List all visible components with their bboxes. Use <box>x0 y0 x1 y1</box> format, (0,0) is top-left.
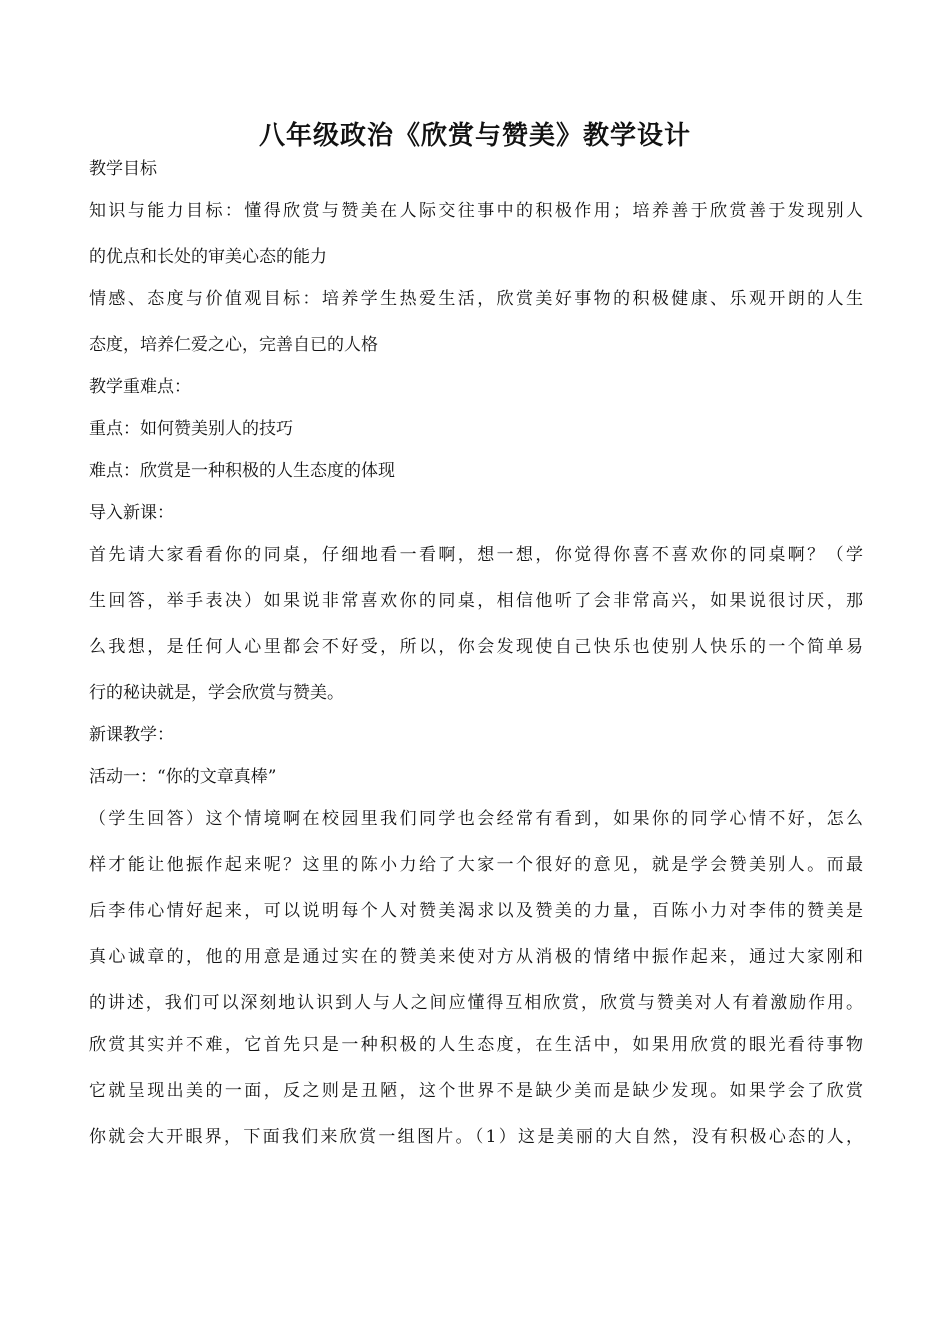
heading-teaching-goals: 教学目标 <box>89 159 157 179</box>
paragraph-line: 知识与能力目标：懂得欣赏与赞美在人际交往事中的积极作用；培养善于欣赏善于发现别人 <box>89 201 863 221</box>
paragraph-line: 难点：欣赏是一种积极的人生态度的体现 <box>89 461 395 481</box>
document-body <box>89 154 863 1152</box>
paragraph-line: 行的秘诀就是，学会欣赏与赞美。 <box>89 683 344 703</box>
heading-key-points: 教学重难点： <box>89 377 191 397</box>
paragraph-line: 欣赏其实并不难，它首先只是一种积极的人生态度，在生活中，如果用欣赏的眼光看待事物 <box>89 1035 863 1055</box>
paragraph-line: 么我想，是任何人心里都会不好受，所以，你会发现使自己快乐也使别人快乐的一个简单易 <box>89 637 863 657</box>
paragraph-line: 它就呈现出美的一面，反之则是丑陋，这个世界不是缺少美而是缺少发现。如果学会了欣赏 <box>89 1081 863 1101</box>
paragraph-line: 情感、态度与价值观目标：培养学生热爱生活，欣赏美好事物的积极健康、乐观开朗的人生 <box>89 289 863 309</box>
paragraph-line: 重点：如何赞美别人的技巧 <box>89 419 293 439</box>
paragraph-line: 你就会大开眼界，下面我们来欣赏一组图片。（1）这是美丽的大自然，没有积极心态的人， <box>89 1127 863 1147</box>
paragraph-line: 首先请大家看看你的同桌，仔细地看一看啊，想一想，你觉得你喜不喜欢你的同桌啊？（学 <box>89 545 863 565</box>
heading-activity-one: 活动一：“你的文章真棒” <box>89 767 277 787</box>
paragraph-line: 态度，培养仁爱之心，完善自已的人格 <box>89 335 378 355</box>
document-title: 八年级政治《欣赏与赞美》教学设计 <box>258 121 691 151</box>
heading-introduction: 导入新课： <box>89 503 174 523</box>
heading-new-lesson: 新课教学： <box>89 725 174 745</box>
paragraph-line: 的优点和长处的审美心态的能力 <box>89 247 327 267</box>
paragraph-line: 样才能让他振作起来呢？这里的陈小力给了大家一个很好的意见，就是学会赞美别人。而最 <box>89 855 863 875</box>
paragraph-line: 真心诚章的，他的用意是通过实在的赞美来使对方从消极的情绪中振作起来，通过大家刚和 <box>89 947 863 967</box>
paragraph-line: （学生回答）这个情境啊在校园里我们同学也会经常有看到，如果你的同学心情不好，怎么 <box>89 809 863 829</box>
paragraph-line: 生回答，举手表决）如果说非常喜欢你的同桌，相信他听了会非常高兴，如果说很讨厌，那 <box>89 591 863 611</box>
paragraph-line: 的讲述，我们可以深刻地认识到人与人之间应懂得互相欣赏，欣赏与赞美对人有着激励作用。 <box>89 993 863 1013</box>
paragraph-line: 后李伟心情好起来，可以说明每个人对赞美渴求以及赞美的力量，百陈小力对李伟的赞美是 <box>89 901 863 921</box>
